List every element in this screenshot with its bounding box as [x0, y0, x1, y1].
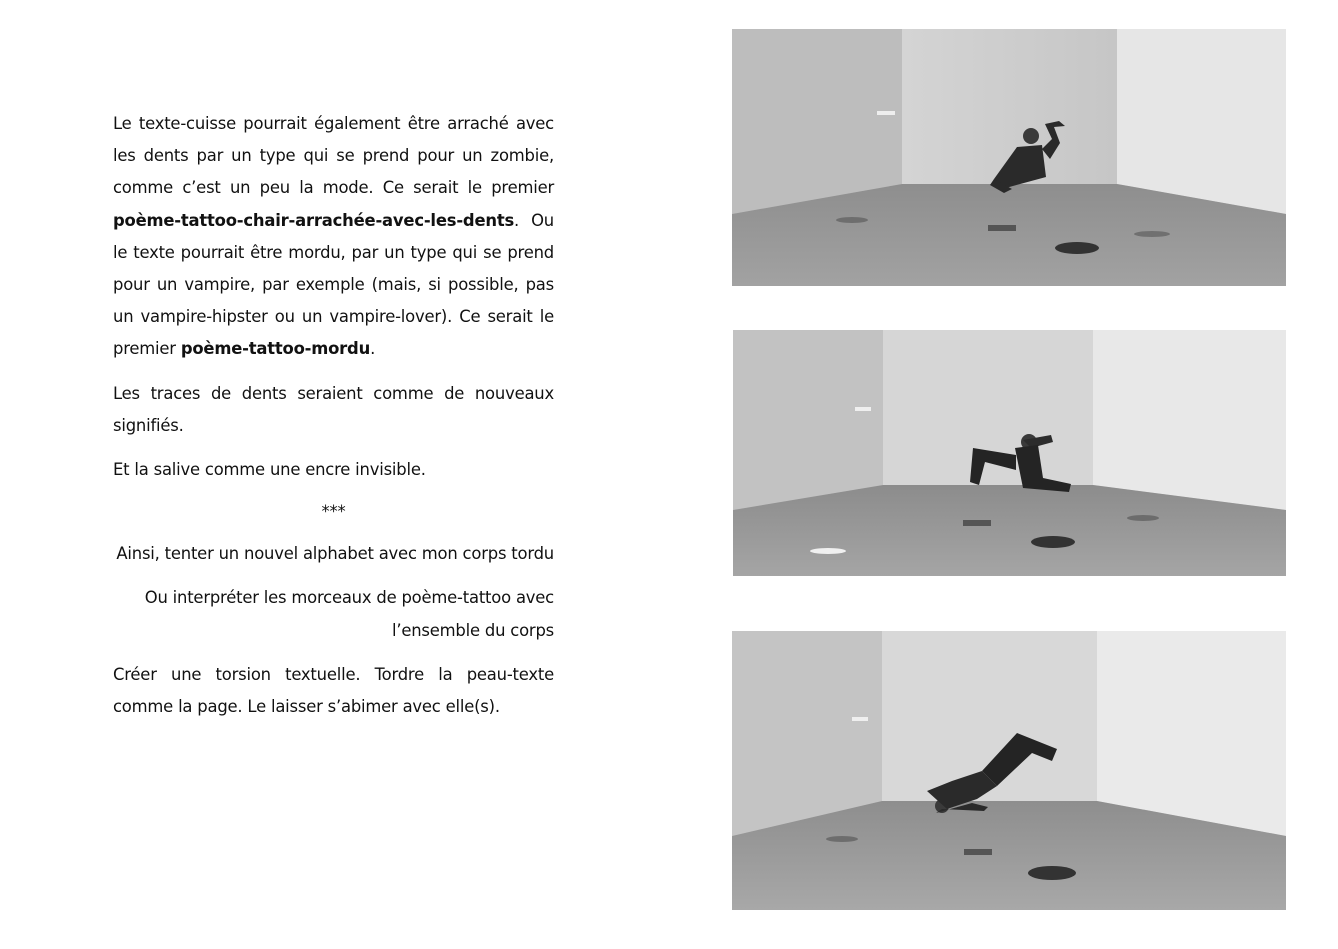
paragraph-saliva: Et la salive comme une encre invisible.	[113, 460, 426, 480]
photo-2-image	[733, 330, 1286, 576]
para1-text-3: .	[370, 339, 376, 359]
section-separator: ***	[321, 502, 346, 522]
verse-alphabet: Ainsi, tenter un nouvel alphabet avec mon corps tordu	[116, 544, 554, 564]
para1-text-1: Le texte-cuisse pourrait également être arraché avec les dents par un type qui se prend pour un zombie, comme c’est un peu la mode. Ce serait le premier	[113, 114, 554, 198]
photo-dancer-reclining	[733, 330, 1286, 576]
para1-text-2: . Ou le texte pourrait être mordu, par un type qui se prend pour un vampire, par exemple (mais, si possible, pas un vampire-hipster ou un vampire-lover). Ce serait le premier	[113, 210, 554, 359]
photo-dancer-seated	[732, 29, 1286, 286]
verse-interpret: Ou interpréter les morceaux de poème-tattoo avec l’ensemble du corps	[144, 588, 554, 640]
photo-1-image	[732, 29, 1286, 286]
paragraph-teeth-marks: Les traces de dents seraient comme de nouveaux signifiés.	[113, 383, 554, 435]
paragraph-torsion: Créer une torsion textuelle. Tordre la peau-texte comme la page. Le laisser s’abimer avec elle(s).	[113, 664, 554, 717]
para1-bold-1: poème-tattoo-chair-arrachée-avec-les-dents	[113, 210, 515, 230]
photo-dancer-handstand	[732, 631, 1286, 910]
para1-bold-2: poème-tattoo-mordu	[180, 339, 371, 359]
paragraph-zombie-vampire	[113, 108, 554, 366]
photo-3-image	[732, 631, 1286, 910]
text-column	[113, 108, 554, 735]
